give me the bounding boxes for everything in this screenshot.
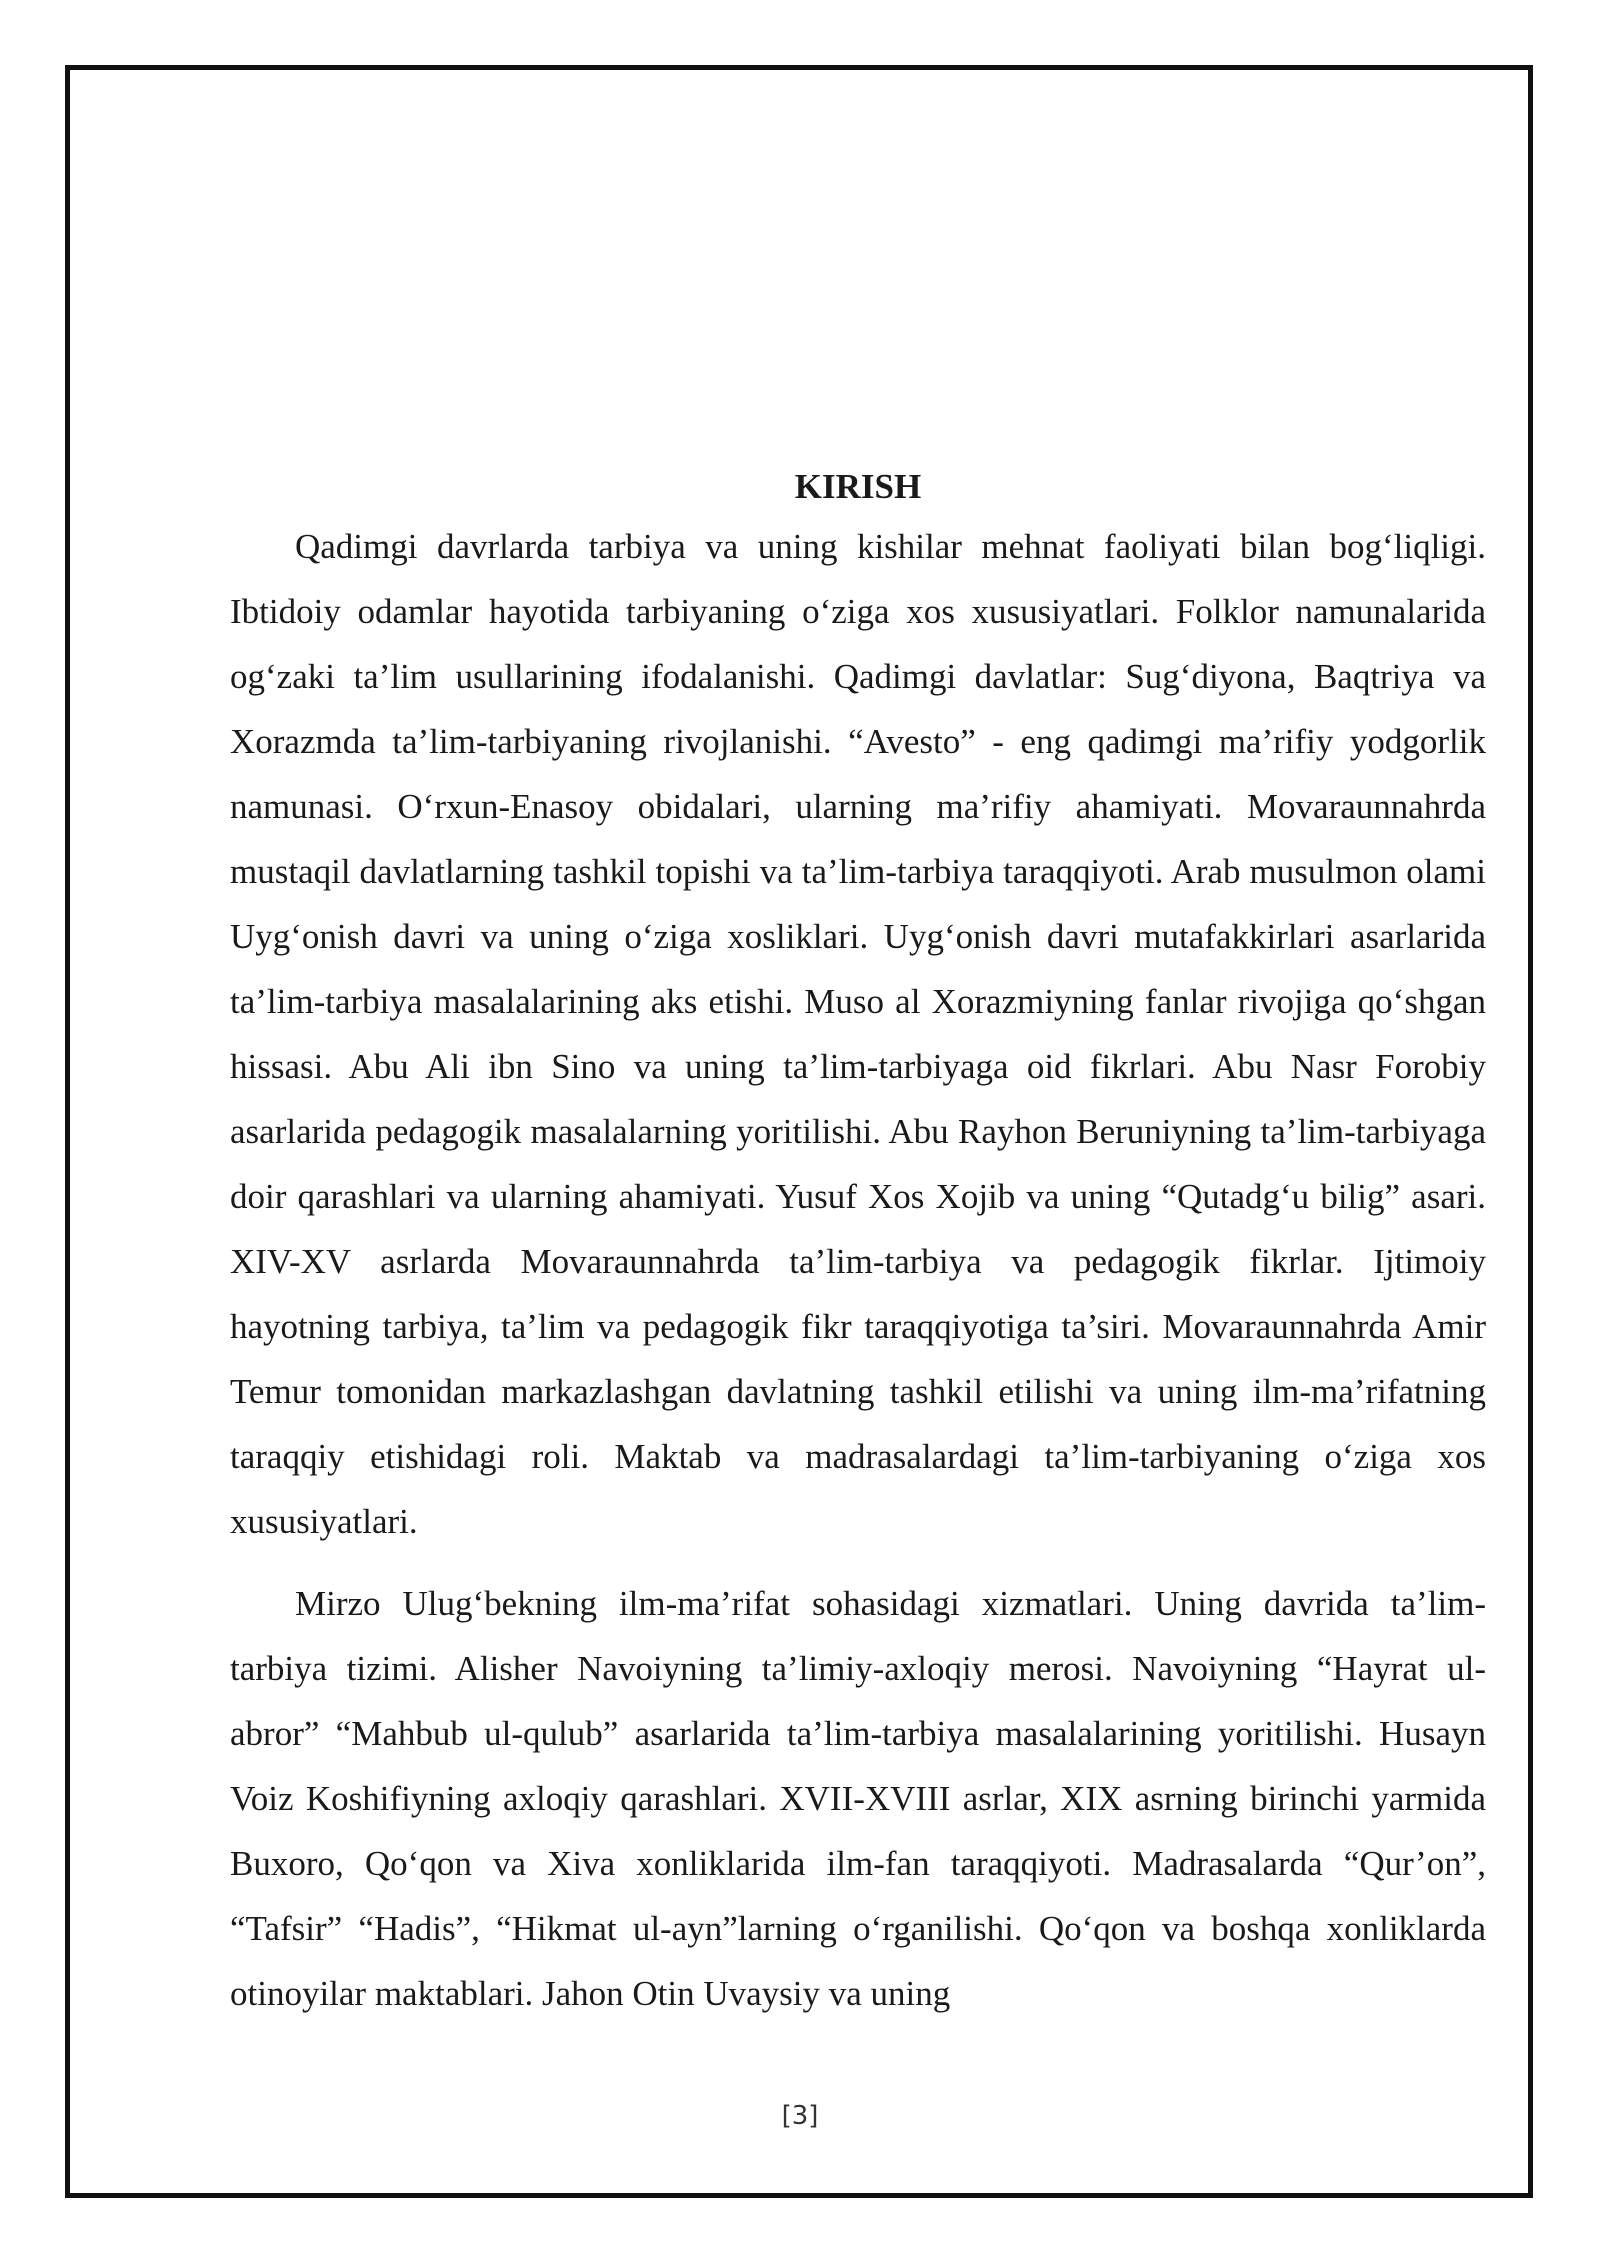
paragraph-1: Qadimgi davrlarda tarbiya va uning kishilar mehnat faoliyati bilan bog‘liqligi. Ibtidoiy odamlar hayotida tarbiyaning o‘ziga xos xususiyatlari. Folklor namunalarida og‘zaki ta’lim usullarining ifodalanishi. Qadimgi davlatlar: Sug‘diyona, Baqtriya va Xorazmda ta’lim-tarbiyaning rivojlanishi. “Avesto” - eng qadimgi ma’rifiy yodgorlik namunasi. O‘rxun-Enasoy obidalari, ularning ma’rifiy ahamiyati. Movaraunnahrda mustaqil davlatlarning tashkil topishi va ta’lim-tarbiya taraqqiyoti. Arab musulmon olami Uyg‘onish davri va uning o‘ziga xosliklari. Uyg‘onish davri mutafakkirlari asarlarida ta’lim-tarbiya masalalarining aks etishi. Muso al Xorazmiyning fanlar rivojiga qo‘shgan hissasi. Abu Ali ibn Sino va uning ta’lim-tarbiyaga oid fikrlari. Abu Nasr Forobiy asarlarida pedagogik masalalarning yoritilishi. Abu Rayhon Beruniyning ta’lim-tarbiyaga doir qarashlari va ularning ahamiyati. Yusuf Xos Xojib va uning “Qutadg‘u bilig” asari. XIV-XV asrlarda Movaraunnahrda ta’lim-tarbiya va pedagogik fikrlar. Ijtimoiy hayotning tarbiya, ta’lim va pedagogik fikr taraqqiyotiga ta’siri. Movaraunnahrda Amir Temur tomonidan markazlashgan davlatning tashkil etilishi va uning ilm-ma’rifatning taraqqiy etishidagi roli. Maktab va madrasalardagi ta’lim-tarbiyaning o‘ziga xos xususiyatlari. [230,527,1486,1541]
document-body [230,462,1486,2026]
section-heading: KIRISH [794,467,922,506]
paragraph-2: Mirzo Ulug‘bekning ilm-ma’rifat sohasidagi xizmatlari. Uning davrida ta’lim-tarbiya tizimi. Alisher Navoiyning ta’limiy-axloqiy merosi. Navoiyning “Hayrat ul-abror” “Mahbub ul-qulub” asarlarida ta’lim-tarbiya masalalarining yoritilishi. Husayn Voiz Koshifiyning axloqiy qarashlari. XVII-XVIII asrlar, XIX asrning birinchi yarmida Buxoro, Qo‘qon va Xiva xonliklarida ilm-fan taraqqiyoti. Madrasalarda “Qur’on”, “Tafsir” “Hadis”, “Hikmat ul-ayn”larning o‘rganilishi. Qo‘qon va boshqa xonliklarda otinoyilar maktablari. Jahon Otin Uvaysiy va uning [230,1584,1486,2013]
page-number: [3] [781,2101,819,2131]
